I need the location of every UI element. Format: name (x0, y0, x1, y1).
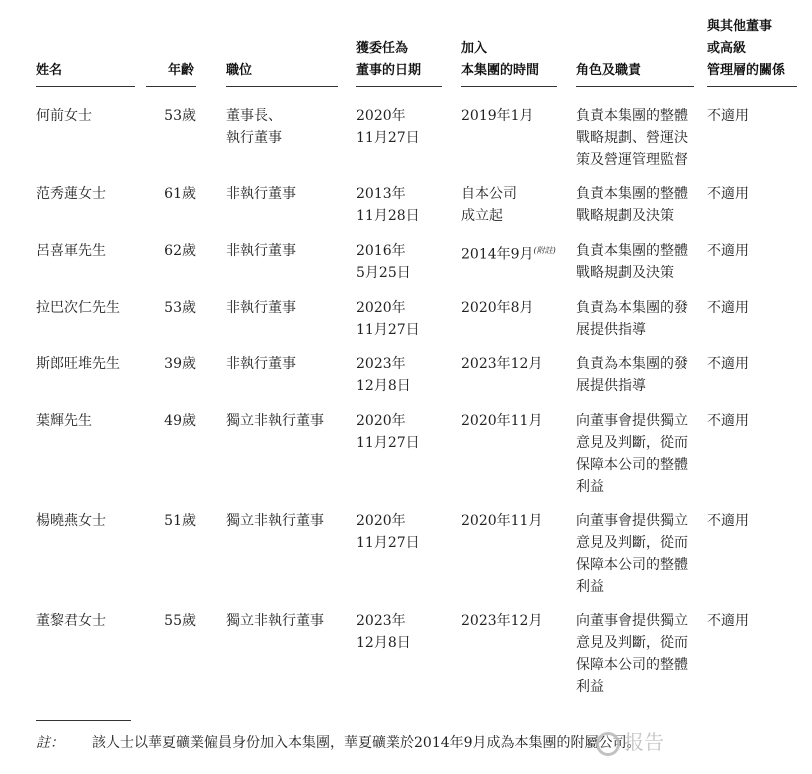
cell-appointed-line (356, 297, 462, 319)
cell-role (576, 105, 714, 171)
cell-role-text: 向董事會提供獨立 (576, 613, 688, 629)
cell-role-text: 負責本集團的整體 (576, 243, 688, 259)
cell-joined (461, 183, 577, 227)
cell-joined-line (461, 297, 577, 319)
cell-role-line (576, 105, 714, 127)
header-age (168, 60, 194, 82)
cell-position-text: 非執行董事 (226, 356, 296, 372)
cell-position-line (226, 183, 358, 205)
cell-joined-line (461, 205, 577, 227)
cell-position-line (226, 410, 358, 432)
cell-role-line (576, 576, 714, 598)
footnote-divider (36, 720, 131, 721)
cell-joined (461, 297, 577, 319)
cell-joined-text: 2020年8月 (461, 300, 534, 316)
cell-role-line (576, 676, 714, 698)
cell-appointed-text: 11月27日 (356, 535, 420, 551)
cell-role-line (576, 297, 714, 319)
cell-age: 61歲 (164, 186, 196, 202)
cell-appointed-text: 11月28日 (356, 208, 420, 224)
cell-appointed-text: 2020年 (356, 513, 406, 529)
cell-position-line (226, 610, 358, 632)
cell-role (576, 610, 714, 698)
cell-role-text: 負責為本集團的發 (576, 356, 688, 372)
cell-role-text: 保障本公司的整體 (576, 457, 688, 473)
header-underline-name (36, 86, 135, 87)
cell-appointed-line (356, 353, 462, 375)
cell-role-text: 利益 (576, 579, 604, 595)
cell-role-text: 展提供指導 (576, 322, 646, 338)
cell-role-line (576, 410, 714, 432)
header-name-line: 姓名 (36, 63, 63, 78)
cell-relation: 不適用 (707, 413, 749, 429)
watermark-logo-icon (596, 732, 620, 756)
header-role (576, 60, 641, 82)
cell-appointed-text: 2020年 (356, 413, 406, 429)
cell-appointed-line (356, 510, 462, 532)
cell-joined-text: 2020年11月 (461, 413, 543, 429)
cell-role-line (576, 454, 714, 476)
cell-position-line (226, 297, 358, 319)
cell-role-text: 展提供指導 (576, 378, 646, 394)
cell-joined-line (461, 105, 577, 127)
cell-joined-text: 成立起 (461, 208, 503, 224)
cell-name: 呂喜軍先生 (36, 243, 106, 259)
cell-appointed-line (356, 262, 462, 284)
cell-role-text: 利益 (576, 679, 604, 695)
cell-relation: 不適用 (707, 613, 749, 629)
cell-appointed-text: 2023年 (356, 356, 406, 372)
cell-joined (461, 105, 577, 127)
cell-appointed-line (356, 205, 462, 227)
cell-role-text: 負責為本集團的發 (576, 300, 688, 316)
cell-position-line (226, 353, 358, 375)
cell-appointed-line (356, 105, 462, 127)
cell-position-text: 非執行董事 (226, 186, 296, 202)
footnote-label: 註： (36, 735, 64, 751)
header-joined-line: 加入 (461, 41, 488, 56)
cell-position (226, 510, 358, 532)
cell-role-text: 負責本集團的整體 (576, 186, 688, 202)
cell-joined (461, 510, 577, 532)
cell-appointed (356, 183, 462, 227)
header-appointed (356, 38, 421, 82)
cell-age: 49歲 (164, 413, 196, 429)
cell-position (226, 410, 358, 432)
cell-appointed-text: 2020年 (356, 108, 406, 124)
cell-appointed-line (356, 319, 462, 341)
cell-position-text: 獨立非執行董事 (226, 513, 324, 529)
cell-appointed-line (356, 127, 462, 149)
cell-appointed (356, 410, 462, 454)
cell-role (576, 410, 714, 498)
cell-appointed-text: 12月8日 (356, 378, 411, 394)
header-name (36, 60, 62, 82)
cell-appointed-line (356, 183, 462, 205)
cell-appointed-line (356, 532, 462, 554)
header-appointed-line: 獲委任為 (356, 41, 409, 56)
cell-role-line (576, 532, 714, 554)
cell-joined-line (461, 240, 577, 266)
cell-joined-text: 2023年12月 (461, 613, 543, 629)
cell-appointed-text: 11月27日 (356, 322, 420, 338)
cell-joined-line (461, 510, 577, 532)
cell-position-text: 執行董事 (226, 130, 282, 146)
cell-name: 范秀蓮女士 (36, 186, 106, 202)
cell-relation: 不適用 (707, 186, 749, 202)
cell-role-line (576, 240, 714, 262)
cell-appointed-text: 2023年 (356, 613, 406, 629)
cell-role-line (576, 554, 714, 576)
cell-role-line (576, 375, 714, 397)
cell-relation: 不適用 (707, 108, 749, 124)
cell-relation: 不適用 (707, 243, 749, 259)
header-underline-joined (461, 86, 557, 87)
cell-position-line (226, 105, 358, 127)
cell-appointed-text: 2013年 (356, 186, 406, 202)
header-joined (461, 38, 539, 82)
cell-name: 斯郎旺堆先生 (36, 356, 120, 372)
cell-name: 拉巴次仁先生 (36, 300, 120, 316)
cell-role-line (576, 632, 714, 654)
cell-joined (461, 353, 577, 375)
cell-role-line (576, 319, 714, 341)
cell-role-line (576, 654, 714, 676)
cell-age: 55歲 (164, 613, 196, 629)
cell-appointed-text: 11月27日 (356, 130, 420, 146)
header-role-line: 角色及職責 (576, 63, 642, 78)
header-underline-age (146, 86, 196, 87)
header-underline-position (226, 86, 338, 87)
cell-role-line (576, 149, 714, 171)
cell-role-text: 戰略規劃、營運決 (576, 130, 688, 146)
cell-name: 董黎君女士 (36, 613, 106, 629)
header-position-line: 職位 (226, 63, 253, 78)
header-joined-line: 本集團的時間 (461, 63, 540, 78)
cell-position (226, 105, 358, 149)
cell-joined-line (461, 410, 577, 432)
cell-joined-text: 2019年1月 (461, 108, 534, 124)
cell-joined-text: 2020年11月 (461, 513, 543, 529)
cell-appointed-line (356, 240, 462, 262)
cell-role-text: 向董事會提供獨立 (576, 513, 688, 529)
header-relation (707, 16, 785, 82)
watermark (596, 722, 796, 762)
cell-role-line (576, 127, 714, 149)
cell-position (226, 240, 358, 262)
cell-appointed-text: 5月25日 (356, 265, 411, 281)
cell-role-line (576, 205, 714, 227)
cell-position-line (226, 510, 358, 532)
header-age-line: 年齡 (168, 63, 195, 78)
cell-joined-line (461, 353, 577, 375)
cell-appointed-text: 2016年 (356, 243, 406, 259)
cell-name: 楊曉燕女士 (36, 513, 106, 529)
cell-appointed (356, 610, 462, 654)
cell-age: 53歲 (164, 108, 196, 124)
cell-role-text: 策及營運管理監督 (576, 152, 688, 168)
cell-appointed-line (356, 410, 462, 432)
cell-joined-line (461, 610, 577, 632)
cell-role (576, 297, 714, 341)
cell-appointed-text: 2020年 (356, 300, 406, 316)
cell-position (226, 610, 358, 632)
cell-appointed (356, 105, 462, 149)
cell-role-text: 意見及判斷，從而 (576, 535, 688, 551)
cell-position-text: 董事長、 (226, 108, 282, 124)
cell-role (576, 353, 714, 397)
cell-position (226, 353, 358, 375)
cell-joined-text: 自本公司 (461, 186, 517, 202)
cell-role-line (576, 432, 714, 454)
cell-role-line (576, 610, 714, 632)
footnote-text: 該人士以華夏礦業僱員身份加入本集團，華夏礦業於2014年9月成為本集團的附屬公司。 (92, 735, 641, 751)
cell-role-text: 意見及判斷，從而 (576, 635, 688, 651)
cell-position-text: 獨立非執行董事 (226, 413, 324, 429)
cell-appointed-line (356, 610, 462, 632)
cell-name: 葉輝先生 (36, 413, 92, 429)
cell-role-text: 負責本集團的整體 (576, 108, 688, 124)
header-relation-line: 或高級 (707, 41, 747, 56)
header-underline-relation (707, 86, 797, 87)
footnote-reference: (附註) (533, 246, 556, 255)
cell-joined (461, 610, 577, 632)
cell-position-line (226, 127, 358, 149)
cell-joined (461, 410, 577, 432)
cell-joined-text: 2014年9月 (461, 246, 534, 263)
cell-role (576, 240, 714, 284)
cell-role (576, 183, 714, 227)
cell-role-text: 意見及判斷，從而 (576, 435, 688, 451)
cell-role-text: 戰略規劃及決策 (576, 208, 674, 224)
cell-role-line (576, 262, 714, 284)
cell-appointed (356, 510, 462, 554)
cell-appointed-text: 11月27日 (356, 435, 420, 451)
cell-role-line (576, 476, 714, 498)
cell-relation: 不適用 (707, 300, 749, 316)
cell-role-text: 向董事會提供獨立 (576, 413, 688, 429)
cell-role-line (576, 510, 714, 532)
cell-appointed-line (356, 432, 462, 454)
cell-appointed-line (356, 375, 462, 397)
cell-age: 39歲 (164, 356, 196, 372)
cell-appointed (356, 240, 462, 284)
header-relation-line: 與其他董事 (707, 19, 773, 34)
header-appointed-line: 董事的日期 (356, 63, 422, 78)
cell-role (576, 510, 714, 598)
cell-role-text: 利益 (576, 479, 604, 495)
header-position (226, 60, 252, 82)
cell-joined-text: 2023年12月 (461, 356, 543, 372)
cell-position (226, 183, 358, 205)
cell-relation: 不適用 (707, 356, 749, 372)
cell-role-line (576, 183, 714, 205)
cell-appointed (356, 353, 462, 397)
cell-relation: 不適用 (707, 513, 749, 529)
cell-role-line (576, 353, 714, 375)
cell-appointed-text: 12月8日 (356, 635, 411, 651)
cell-position-line (226, 240, 358, 262)
cell-role-text: 保障本公司的整體 (576, 557, 688, 573)
cell-position-text: 獨立非執行董事 (226, 613, 324, 629)
cell-position-text: 非執行董事 (226, 243, 296, 259)
cell-appointed (356, 297, 462, 341)
header-relation-line: 管理層的關係 (707, 63, 786, 78)
cell-age: 53歲 (164, 300, 196, 316)
cell-position-text: 非執行董事 (226, 300, 296, 316)
watermark-text: 报告 (624, 730, 664, 754)
cell-name: 何前女士 (36, 108, 92, 124)
header-underline-appointed (356, 86, 442, 87)
cell-age: 62歲 (164, 243, 196, 259)
cell-joined (461, 240, 577, 266)
cell-role-text: 戰略規劃及決策 (576, 265, 674, 281)
cell-joined-line (461, 183, 577, 205)
header-underline-role (576, 86, 694, 87)
cell-age: 51歲 (164, 513, 196, 529)
cell-appointed-line (356, 632, 462, 654)
cell-role-text: 保障本公司的整體 (576, 657, 688, 673)
cell-position (226, 297, 358, 319)
